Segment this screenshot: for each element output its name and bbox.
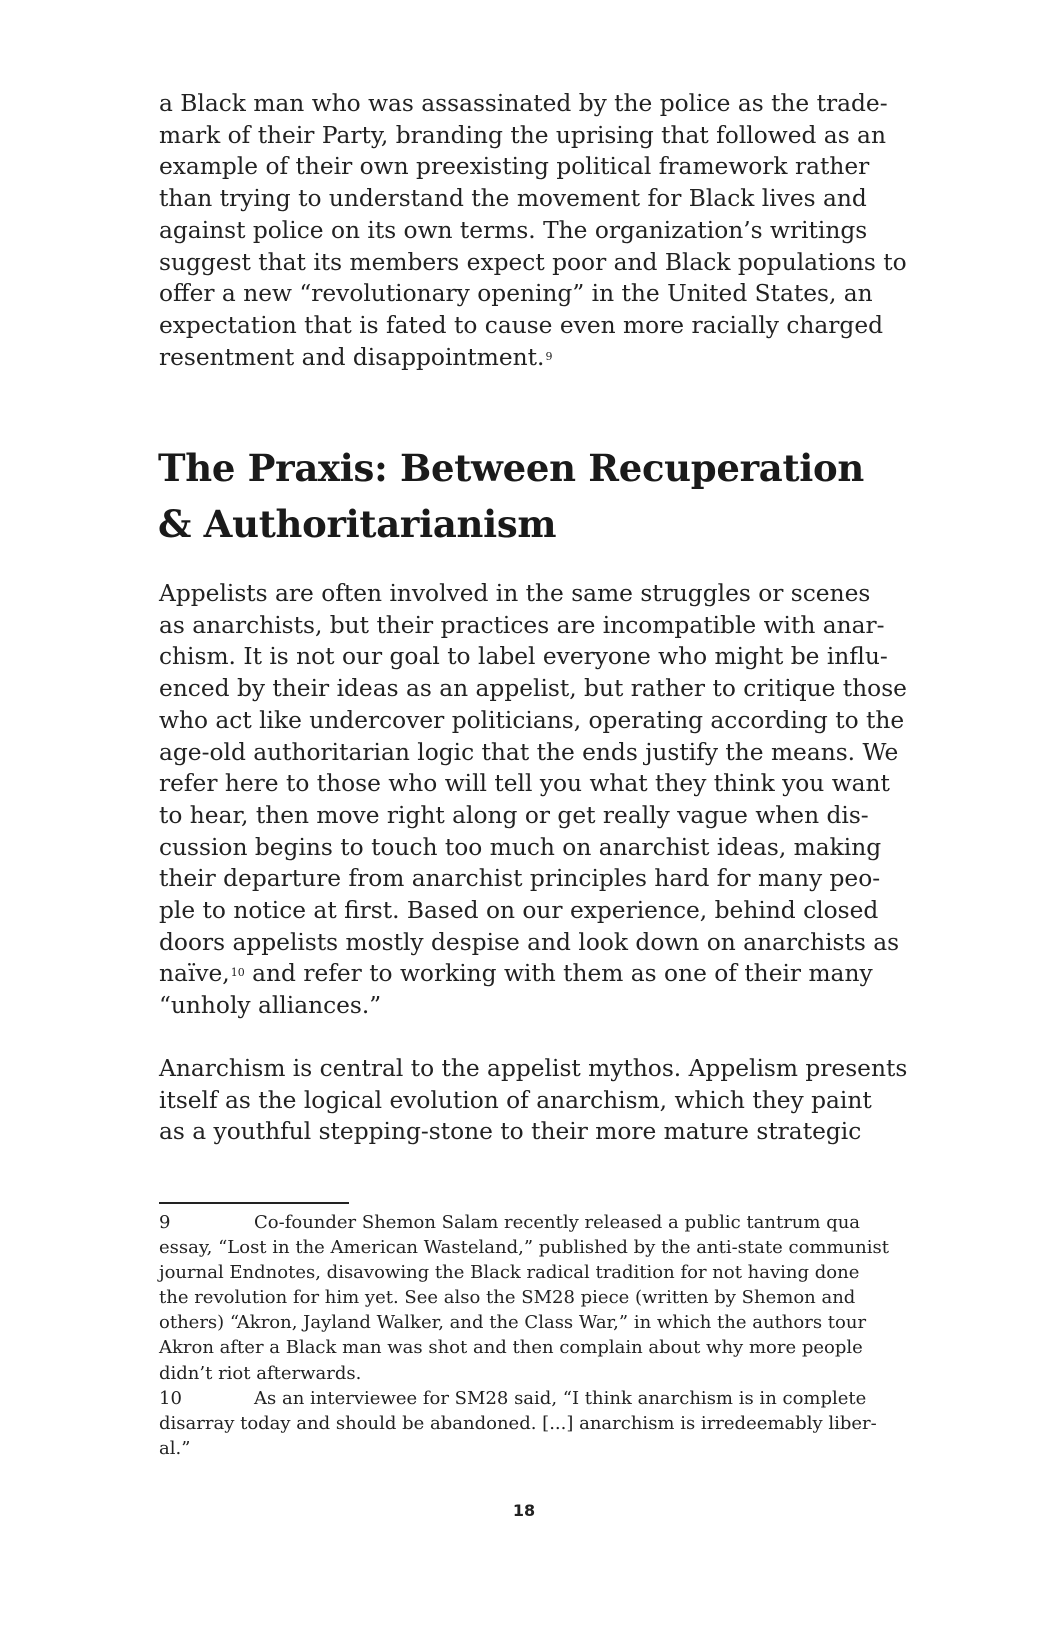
text-line [159,958,951,990]
footnote-line [159,1386,959,1411]
text-line: to hear, then move right along or get really vague when dis- [159,801,869,829]
text-line: suggest that its members expect poor and Black populations to [159,248,907,276]
text-line: cussion begins to touch too much on anarchist ideas, making [159,833,882,861]
text-line: than trying to understand the movement for Black lives and [159,185,867,213]
footnote-line: didn’t riot afterwards. [159,1362,362,1384]
text-line: example of their own preexisting political framework rather [159,153,870,181]
page-number: 18 [512,1501,536,1520]
text-line: as anarchists, but their practices are incompatible with anar- [159,611,885,639]
footnote-line: journal Endnotes, disavowing the Black radical tradition for not having done [159,1262,860,1284]
footnote-9 [159,1210,959,1386]
text-line: “unholy alliances.” [159,992,382,1020]
text-line [159,342,951,374]
text-span: resentment and disappointment. [159,343,545,371]
text-line: as a youthful stepping-stone to their more mature strategic [159,1118,862,1146]
text-line: their departure from anarchist principles hard for many peo- [159,865,881,893]
text-span: and refer to working with them as one of their many [244,960,873,988]
text-line: Appelists are often involved in the same struggles or scenes [159,580,871,607]
text-line: ple to notice at first. Based on our experience, behind closed [159,897,879,925]
text-line: enced by their ideas as an appelist, but rather to critique those [159,675,907,703]
text-line: itself as the logical evolution of anarchism, which they paint [159,1086,872,1114]
body-paragraph [159,1053,951,1148]
footnote-line: essay, “Lost in the American Wasteland,” published by the anti-state communist [159,1237,889,1259]
text-line: age-old authoritarian logic that the ends justify the means. We [159,738,899,766]
body-paragraph [159,578,951,1022]
text-line: Anarchism is central to the appelist mythos. Appelism presents [159,1055,908,1082]
footnote-line: al.” [159,1437,191,1459]
text-line: expectation that is fated to cause even more racially charged [159,311,884,339]
footnote-line: the revolution for him yet. See also the SM28 piece (written by Shemon and [159,1287,856,1309]
footnote-line: disarray today and should be abandoned. [...] anarchism is irredeemably liber- [159,1412,877,1434]
text-line: a Black man who was assassinated by the police as the trade- [159,90,888,117]
text-line: offer a new “revolutionary opening” in the United States, an [159,280,873,308]
footnotes [159,1210,959,1461]
heading-line: & Authoritarianism [158,502,557,546]
text-span: As an interviewee for SM28 said, “I think anarchism is in complete [254,1387,867,1409]
footnote-ref-9[interactable]: 9 [545,349,553,363]
footnote-line: Akron after a Black man was shot and then complain about why more people [159,1337,863,1359]
text-line: mark of their Party, branding the uprising that followed as an [159,121,886,149]
text-span: Co-founder Shemon Salam recently released a public tantrum qua [254,1212,861,1233]
footnote-line: others) “Akron, Jayland Walker, and the Class War,” in which the authors tour [159,1312,867,1334]
text-line: against police on its own terms. The organization’s writings [159,216,868,244]
text-line: refer here to those who will tell you what they think you want [159,770,890,798]
footnote-line [159,1210,959,1235]
section-heading [158,440,978,552]
footnote-number: 9 [159,1212,171,1233]
text-line: chism. It is not our goal to label everyone who might be influ- [159,643,888,671]
body-paragraph-continued [159,88,951,373]
heading-line: The Praxis: Between Recuperation [158,446,864,490]
text-span: naïve, [159,960,230,988]
footnote-number: 10 [159,1387,182,1409]
text-line: who act like undercover politicians, operating according to the [159,706,905,734]
footnote-10 [159,1386,959,1461]
footnote-divider [159,1202,349,1204]
text-line: doors appelists mostly despise and look down on anarchists as [159,928,900,956]
footnote-ref-10[interactable]: 10 [230,966,245,980]
